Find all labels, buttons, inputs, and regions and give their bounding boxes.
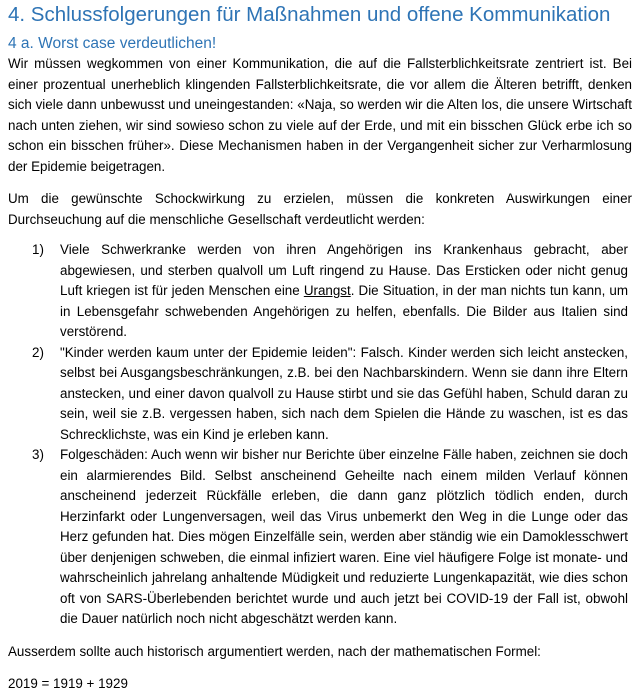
- list-item: [8, 445, 632, 630]
- list-item-text-part: . Die Situation, in der man nichts tun kann, um in Lebensgefahr schwebenden Angehörigen zu helfen, ebenfalls. Die Bilder aus Italien sind verstörend.: [60, 283, 628, 339]
- list-number: 2): [32, 344, 44, 360]
- numbered-list: [8, 240, 632, 630]
- section-heading: 4. Schlussfolgerungen für Maßnahmen und offene Kommunikation: [8, 3, 611, 26]
- list-item: [8, 343, 632, 446]
- paragraph-historical: Ausserdem sollte auch historisch argumentiert werden, nach der mathematischen Formel:: [8, 643, 541, 659]
- subsection-heading: 4 a. Worst case verdeutlichen!: [8, 35, 217, 52]
- list-item-text-part: Viele Schwerkranke werden von ihren Angehörigen ins Krankenhaus gebracht, aber abgewiesen, und sterben qualvoll um Luft ringend zu Hause. Das Ersticken oder nicht genug Luft kriegen ist für jeden Menschen eine: [60, 242, 628, 298]
- paragraph-intro: Wir müssen wegkommen von einer Kommunikation, die auf die Fallsterblichkeitsrate zentriert ist. Bei einer prozentual unerheblich klingenden Fallsterblichkeitsrate, die vor allem die Älteren betrifft, denken sich viele dann unbewusst und uneingestanden: «Naja, so werden wir die Alten los, die unsere Wirtschaft nach unten ziehen, wir sind sowieso schon zu viele auf der Erde, und mit ein bisschen Glück erbe ich so schon ein bisschen früher». Diese Mechanismen haben in der Vergangenheit sicher zur Verharmlosung der Epidemie beigetragen.: [8, 56, 632, 174]
- formula: 2019 = 1919 + 1929: [8, 676, 128, 691]
- paragraph-shock: Um die gewünschte Schockwirkung zu erzielen, müssen die konkreten Auswirkungen einer Durchseuchung auf die menschliche Gesellschaft verdeutlicht werden:: [8, 191, 632, 227]
- list-item: [8, 240, 632, 343]
- underlined-word: Urangst: [303, 283, 351, 298]
- list-number: 1): [32, 242, 44, 257]
- list-number: 3): [32, 447, 44, 462]
- list-item-text: "Kinder werden kaum unter der Epidemie leiden": Falsch. Kinder werden sich leicht anstecken, selbst bei Ausgangsbeschränkungen, z.B. bei den Nachbarskindern. Wenn sie dann ihre Eltern anstecken, und einer davon qualvoll zu Hause stirbt und sie das Gefühl haben, Schuld daran zu sein, weil sie z.B. vergessen haben, sich nach dem Spielen die Hände zu waschen, ist es das Schrecklichste, was ein Kind je erleben kann.: [60, 344, 628, 442]
- list-item-text: Folgeschäden: Auch wenn wir bisher nur Berichte über einzelne Fälle haben, zeichnen sie doch ein alarmierendes Bild. Selbst anscheinend Geheilte nach einem milden Verlauf können anscheinend jederzeit Rückfälle erleben, die dann ganz plötzlich tödlich enden, durch Herzinfarkt oder Lungenversagen, weil das Virus unbemerkt den Weg in die Lunge oder das Herz gefunden hat. Dies mögen Einzelfälle sein, werden aber ständig wie ein Damoklesschwert über denjenigen schweben, die einmal infiziert waren. Eine viel häufigere Folge ist monate- und wahrscheinlich jahrelang anhaltende Müdigkeit und reduzierte Lungenkapazität, wie dies schon oft von SARS-Überlebenden berichtet wurde und auch jetzt bei COVID-19 der Fall ist, obwohl die Dauer natürlich noch nicht abgeschätzt werden kann.: [60, 447, 628, 626]
- list-item-text: [60, 240, 632, 343]
